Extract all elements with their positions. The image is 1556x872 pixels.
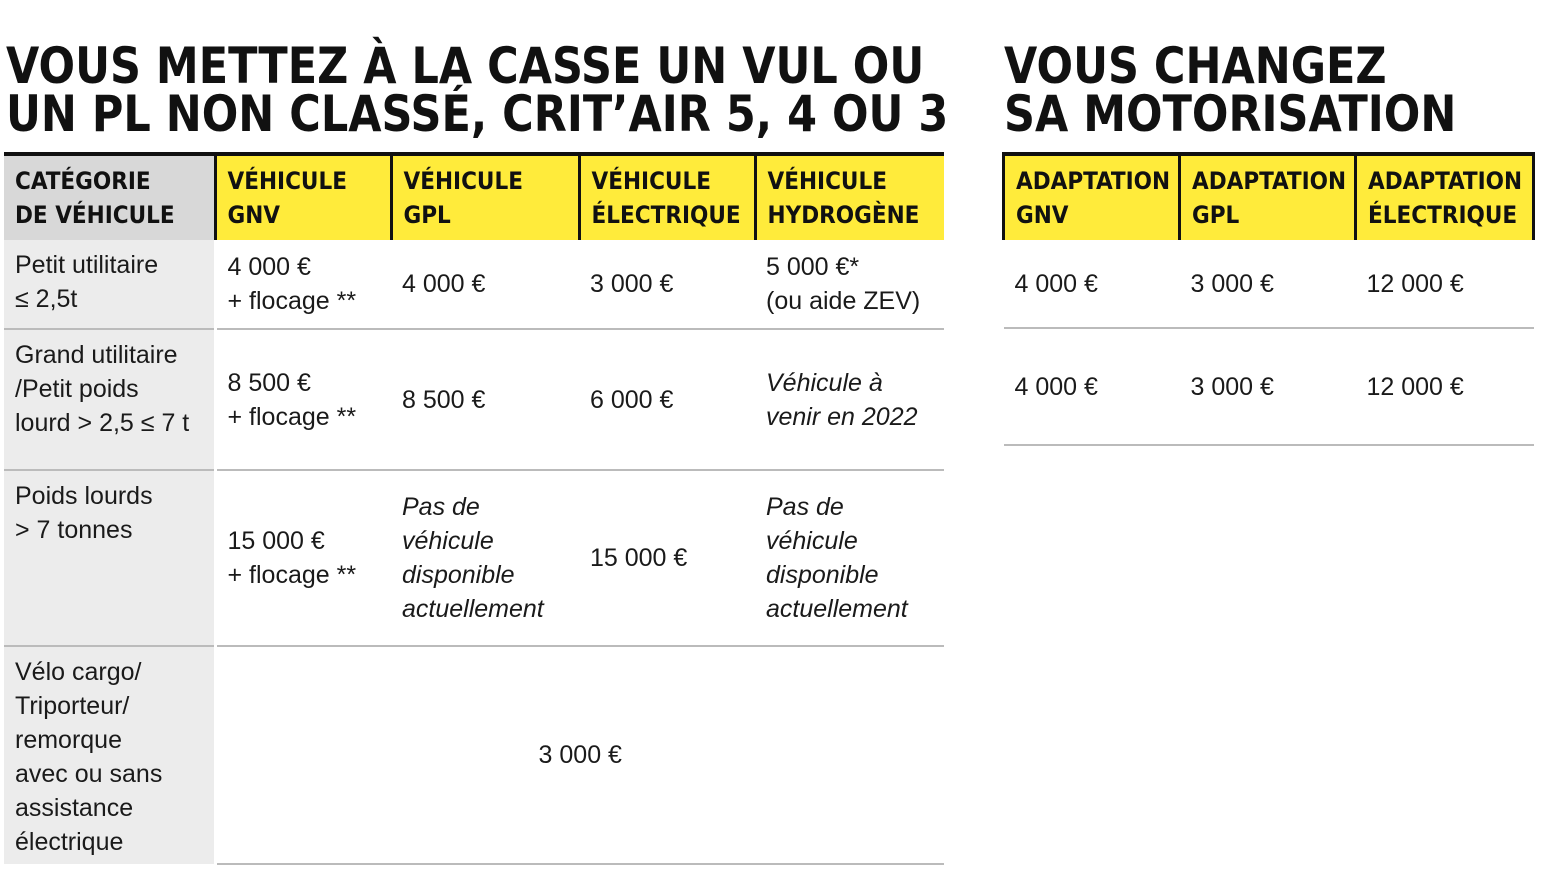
header-line2: ÉLECTRIQUE <box>1368 201 1518 229</box>
note-line: actuellement <box>402 595 544 623</box>
table-row <box>1004 328 1534 445</box>
row-category <box>4 240 215 329</box>
category-line: > 7 tonnes <box>15 516 133 544</box>
left-title-line2: UN PL NON CLASSÉ, CRIT’AIR 5, 4 OU 3 <box>6 85 949 143</box>
category-line: lourd > 2,5 ≤ 7 t <box>15 409 190 437</box>
header-gnv <box>215 154 391 240</box>
row-category <box>4 646 215 864</box>
note-line: disponible <box>402 561 515 589</box>
cell-gnv <box>215 329 391 470</box>
header-category-line2: DE VÉHICULE <box>15 201 175 229</box>
note-line: Véhicule à <box>766 368 883 397</box>
table-row <box>1004 240 1534 328</box>
row-category <box>4 329 215 470</box>
header-gnv-line2: GNV <box>227 201 280 229</box>
header-gpl-line1: VÉHICULE <box>403 167 523 195</box>
left-title-line1: VOUS METTEZ À LA CASSE UN VUL OU <box>6 37 925 95</box>
cell-gpl <box>391 470 579 646</box>
amount-note: + flocage ** <box>227 561 357 589</box>
header-category-line1: CATÉGORIE <box>15 167 151 195</box>
header-line2: GPL <box>1192 201 1240 229</box>
note-line: véhicule <box>766 527 858 555</box>
header-electrique <box>579 154 755 240</box>
header-line1: ADAPTATION <box>1368 167 1523 195</box>
header-adaptation-gpl <box>1180 154 1356 240</box>
note-line: actuellement <box>766 595 908 623</box>
category-line: assistance <box>15 794 134 822</box>
table-row <box>4 470 944 646</box>
amount: 5 000 €* <box>766 253 860 281</box>
category-line: remorque <box>15 726 122 754</box>
header-adaptation-gnv <box>1004 154 1180 240</box>
note-line: disponible <box>766 561 879 589</box>
amount-note: (ou aide ZEV) <box>766 287 921 315</box>
header-electrique-line2: ÉLECTRIQUE <box>591 201 741 229</box>
category-line: ≤ 2,5t <box>15 285 78 313</box>
table-row <box>4 329 944 470</box>
amount: 4 000 € <box>227 253 311 281</box>
header-gpl-line2: GPL <box>403 201 451 229</box>
header-line1: ADAPTATION <box>1192 167 1347 195</box>
category-line: Petit utilitaire <box>15 251 159 279</box>
category-line: Grand utilitaire <box>15 341 178 369</box>
cell-adaptation-gpl: 3 000 € <box>1180 328 1356 445</box>
note-line: venir en 2022 <box>766 402 918 431</box>
category-line: /Petit poids <box>15 375 139 403</box>
header-gpl <box>391 154 579 240</box>
note-line: Pas de <box>402 493 480 521</box>
conversion-aid-table <box>1002 152 1535 446</box>
cell-electrique: 6 000 € <box>579 329 755 470</box>
header-hydrogene <box>755 154 944 240</box>
amount: 8 500 € <box>227 368 311 397</box>
cell-gpl: 4 000 € <box>391 240 579 329</box>
right-title-line2: SA MOTORISATION <box>1004 85 1457 143</box>
left-title <box>6 37 949 143</box>
amount-note: + flocage ** <box>227 402 357 431</box>
cell-adaptation-gpl: 3 000 € <box>1180 240 1356 328</box>
header-electrique-line1: VÉHICULE <box>591 167 711 195</box>
cell-electrique: 3 000 € <box>579 240 755 329</box>
cell-gnv <box>215 240 391 329</box>
cell-gnv <box>215 470 391 646</box>
cell-adaptation-electrique: 12 000 € <box>1356 240 1534 328</box>
cell-hydrogene <box>755 240 944 329</box>
table-row <box>4 240 944 329</box>
header-hydrogene-line2: HYDROGÈNE <box>767 201 920 229</box>
category-line: avec ou sans <box>15 760 163 788</box>
header-hydrogene-line1: VÉHICULE <box>767 167 887 195</box>
amount: 15 000 € <box>227 527 325 555</box>
scrapping-aid-table <box>4 152 944 865</box>
header-adaptation-electrique <box>1356 154 1534 240</box>
cell-merged-amount: 3 000 € <box>215 646 944 864</box>
cell-adaptation-gnv: 4 000 € <box>1004 240 1180 328</box>
row-category <box>4 470 215 646</box>
cell-electrique: 15 000 € <box>579 470 755 646</box>
header-category <box>4 154 215 240</box>
category-line: Triporteur/ <box>15 692 130 720</box>
header-gnv-line1: VÉHICULE <box>227 167 347 195</box>
table-header-row <box>4 154 944 240</box>
cell-hydrogene <box>755 329 944 470</box>
cell-adaptation-gnv: 4 000 € <box>1004 328 1180 445</box>
header-line1: ADAPTATION <box>1016 167 1171 195</box>
category-line: électrique <box>15 828 124 856</box>
table-header-row <box>1004 154 1534 240</box>
table-row <box>4 646 944 864</box>
cell-adaptation-electrique: 12 000 € <box>1356 328 1534 445</box>
category-line: Poids lourds <box>15 482 153 510</box>
category-line: Vélo cargo/ <box>15 658 142 686</box>
header-line2: GNV <box>1016 201 1069 229</box>
right-title-line1: VOUS CHANGEZ <box>1004 37 1387 95</box>
note-line: véhicule <box>402 527 494 555</box>
cell-gpl: 8 500 € <box>391 329 579 470</box>
note-line: Pas de <box>766 493 844 521</box>
right-title <box>1004 37 1457 143</box>
cell-hydrogene <box>755 470 944 646</box>
amount-note: + flocage ** <box>227 287 357 315</box>
